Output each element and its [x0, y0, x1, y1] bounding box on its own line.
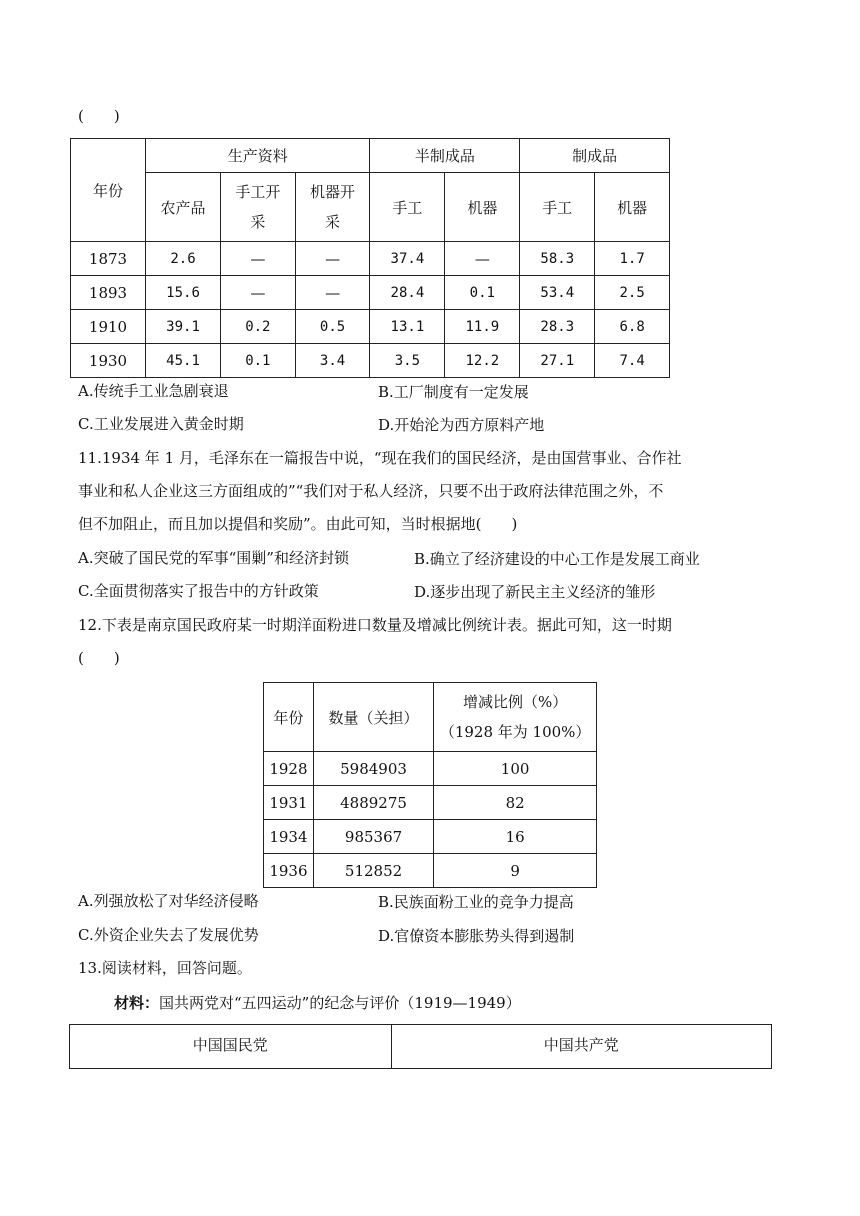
table-subheader: 手工 [520, 173, 595, 242]
table-cell: 1930 [71, 344, 146, 378]
table-cell: 0.1 [445, 276, 520, 310]
table-cell: — [295, 276, 370, 310]
table-cell: 7.4 [595, 344, 670, 378]
table-header-group: 制成品 [520, 139, 670, 173]
table-cell: 2.5 [595, 276, 670, 310]
table-cell: 53.4 [520, 276, 595, 310]
table-cell: 28.3 [520, 310, 595, 344]
material-label: 材料： [114, 994, 160, 1012]
table-row [264, 786, 597, 820]
table-cell: 16 [434, 820, 597, 854]
q11-stem-line: 事业和私人企业这三方面组成的”“我们对于私人经济，只要不出于政府法律范围之外，不 [78, 482, 664, 500]
table-row [264, 854, 597, 888]
table-cell: 9 [434, 854, 597, 888]
table-subheader: 机器 [595, 173, 670, 242]
table-cell: 985367 [313, 820, 433, 854]
table-cell: 0.1 [220, 344, 295, 378]
table-cell: 27.1 [520, 344, 595, 378]
ratio-header-note: （1928 年为 100%） [439, 723, 591, 741]
option-b: B.民族面粉工业的竞争力提高 [378, 893, 574, 911]
ratio-header-line: 增减比例（%） [462, 693, 568, 711]
table-subheader: 机器 [445, 173, 520, 242]
table-subheader: 手工开 采 [220, 173, 295, 242]
option-c: C.全面贯彻落实了报告中的方针政策 [78, 582, 319, 600]
table-cell: — [445, 242, 520, 276]
production-structure-table [70, 138, 670, 378]
option-a: A.突破了国民党的军事“围剿”和经济封锁 [78, 549, 349, 567]
q12-answer-bracket: ( ) [78, 649, 120, 667]
table-cell: 1910 [71, 310, 146, 344]
option-b: B.工厂制度有一定发展 [378, 383, 529, 401]
table-cell: 2.6 [146, 242, 221, 276]
table-cell: 13.1 [370, 310, 445, 344]
table-cell: 15.6 [146, 276, 221, 310]
table-cell: 11.9 [445, 310, 520, 344]
table-header-ratio [434, 683, 597, 752]
option-d: D.开始沦为西方原料产地 [378, 416, 545, 434]
table-cell: 1931 [264, 786, 314, 820]
table-header-kmt: 中国国民党 [70, 1025, 392, 1069]
material-title: 国共两党对“五四运动”的纪念与评价（1919—1949） [159, 994, 521, 1012]
table-cell: 3.5 [370, 344, 445, 378]
table-header-year: 年份 [264, 683, 314, 752]
q10-answer-bracket: ( ) [78, 107, 120, 125]
option-d: D.官僚资本膨胀势头得到遏制 [378, 927, 575, 945]
table-cell: 512852 [313, 854, 433, 888]
table-cell: 4889275 [313, 786, 433, 820]
table-cell: 1928 [264, 752, 314, 786]
table-cell: — [295, 242, 370, 276]
table-header-cpc: 中国共产党 [391, 1025, 771, 1069]
table-cell: 5984903 [313, 752, 433, 786]
table-row [71, 344, 670, 378]
table-cell: 12.2 [445, 344, 520, 378]
table-cell: 1893 [71, 276, 146, 310]
q12-stem-line: 12.下表是南京国民政府某一时期洋面粉进口数量及增减比例统计表。据此可知，这一时期 [78, 616, 672, 634]
material-table [69, 1024, 772, 1069]
option-c: C.工业发展进入黄金时期 [78, 415, 244, 433]
table-header-group: 生产资料 [146, 139, 370, 173]
table-cell: 1.7 [595, 242, 670, 276]
table-row [71, 276, 670, 310]
table-header-quantity: 数量（关担） [313, 683, 433, 752]
table-cell: 37.4 [370, 242, 445, 276]
table-row [264, 820, 597, 854]
table-header-year: 年份 [71, 139, 146, 242]
table-subheader: 手工 [370, 173, 445, 242]
table-cell: — [220, 242, 295, 276]
table-cell: 100 [434, 752, 597, 786]
material-caption [114, 992, 521, 1013]
table-cell: 39.1 [146, 310, 221, 344]
table-row [264, 752, 597, 786]
q11-stem-line: 11.1934 年 1 月，毛泽东在一篇报告中说，“现在我们的国民经济，是由国营事业、合作社 [78, 449, 682, 467]
table-header-group: 半制成品 [370, 139, 520, 173]
option-c: C.外资企业失去了发展优势 [78, 926, 259, 944]
table-cell: 3.4 [295, 344, 370, 378]
table-cell: 1936 [264, 854, 314, 888]
option-d: D.逐步出现了新民主主义经济的雏形 [414, 583, 656, 601]
table-cell: 1873 [71, 242, 146, 276]
q11-stem-line: 但不加阻止，而且加以提倡和奖励”。由此可知，当时根据地( ) [78, 515, 518, 533]
option-a: A.传统手工业急剧衰退 [78, 382, 229, 400]
option-b: B.确立了经济建设的中心工作是发展工商业 [414, 550, 700, 568]
table-cell: 0.5 [295, 310, 370, 344]
table-cell: 28.4 [370, 276, 445, 310]
table-subheader: 农产品 [146, 173, 221, 242]
table-cell: — [220, 276, 295, 310]
table-cell: 58.3 [520, 242, 595, 276]
table-cell: 0.2 [220, 310, 295, 344]
table-row [71, 242, 670, 276]
q13-stem: 13.阅读材料，回答问题。 [78, 959, 252, 977]
flour-import-table [263, 682, 597, 888]
table-cell: 6.8 [595, 310, 670, 344]
table-row [71, 310, 670, 344]
table-cell: 45.1 [146, 344, 221, 378]
option-a: A.列强放松了对华经济侵略 [78, 892, 259, 910]
table-cell: 82 [434, 786, 597, 820]
table-cell: 1934 [264, 820, 314, 854]
table-subheader: 机器开 采 [295, 173, 370, 242]
